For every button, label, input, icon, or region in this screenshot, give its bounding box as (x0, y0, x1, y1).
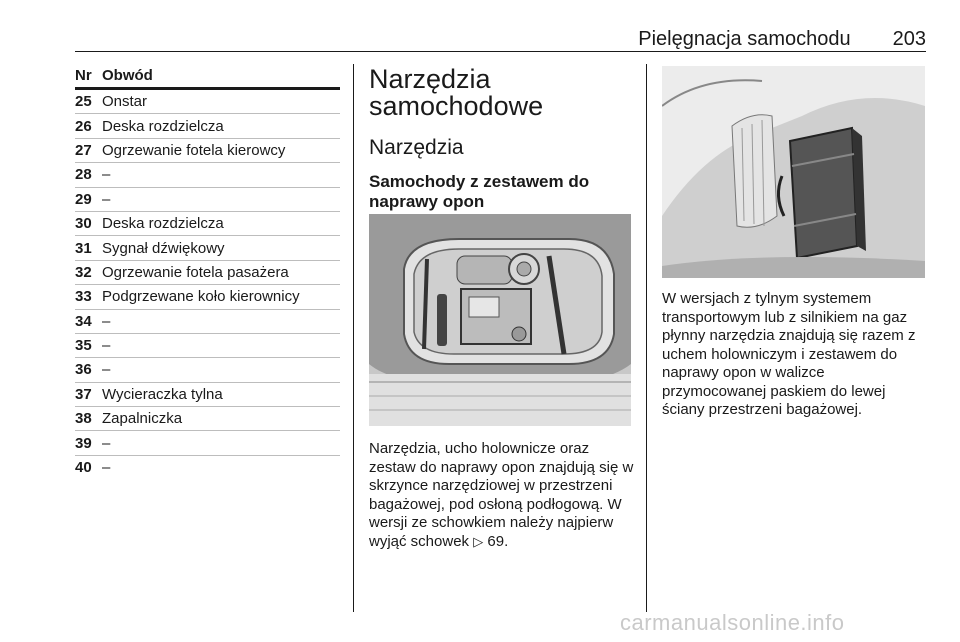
fuse-circuit: – (102, 459, 111, 477)
fuse-number: 40 (75, 459, 92, 477)
subheading (369, 172, 634, 212)
fuse-circuit: Ogrzewanie fotela pasażera (102, 263, 289, 281)
table-row (75, 212, 340, 236)
page-title: Pielęgnacja samochodu (638, 28, 851, 50)
fuse-circuit: Podgrzewane koło kierownicy (102, 288, 300, 306)
table-row (75, 431, 340, 455)
section-subtitle: Narzędzia (369, 136, 464, 159)
fuse-circuit: – (102, 312, 111, 330)
subheading-line2: naprawy opon (369, 192, 485, 211)
page-number: 203 (892, 28, 926, 50)
fuse-number: 35 (75, 337, 92, 355)
table-row (75, 456, 340, 479)
fuse-circuit: Zapalniczka (102, 410, 183, 428)
header-divider (75, 51, 926, 52)
fuse-circuit: Deska rozdzielcza (102, 215, 224, 233)
fuse-circuit: Sygnał dźwiękowy (102, 239, 225, 257)
toolbox-illustration (369, 214, 631, 426)
fuse-number: 31 (75, 239, 92, 257)
table-row (75, 163, 340, 187)
table-row (75, 261, 340, 285)
fuse-table (75, 65, 340, 479)
section-title-line2: samochodowe (369, 91, 544, 121)
section-column (369, 66, 634, 212)
table-row (75, 407, 340, 431)
watermark: carmanualsonline.info (620, 610, 845, 635)
fuse-number: 29 (75, 190, 92, 208)
table-row (75, 114, 340, 138)
table-row (75, 383, 340, 407)
column-divider-1 (353, 64, 354, 612)
fuse-circuit: – (102, 361, 111, 379)
page-header (75, 28, 926, 52)
table-header (75, 65, 340, 90)
subheading-line1: Samochody z zestawem do (369, 172, 590, 191)
paragraph-toolbox-text: Narzędzia, ucho holownicze oraz zestaw do naprawy opon znajdują się w skrzynce narzędziowej w przestrzeni bagażowej, pod osłoną podłogową. W wersji ze schowkiem należy najpierw wyjąć schowek (369, 440, 634, 550)
table-row (75, 310, 340, 334)
fuse-number: 39 (75, 434, 92, 452)
tool-case-illustration (662, 66, 925, 278)
fuse-number: 38 (75, 410, 92, 428)
fuse-circuit: – (102, 434, 111, 452)
fuse-number: 37 (75, 385, 92, 403)
fuse-circuit: Deska rozdzielcza (102, 117, 224, 135)
fuse-circuit: – (102, 166, 111, 184)
section-title-line1: Narzędzia (369, 64, 491, 94)
table-row (75, 90, 340, 114)
column-divider-2 (646, 64, 647, 612)
column-header-circuit: Obwód (102, 66, 153, 84)
fuse-number: 36 (75, 361, 92, 379)
reference-arrow-icon: ▷ (473, 533, 484, 549)
fuse-circuit: Wycieraczka tylna (102, 385, 223, 403)
fuse-number: 33 (75, 288, 92, 306)
page-reference[interactable]: 69. (487, 532, 509, 550)
fuse-circuit: – (102, 337, 111, 355)
fuse-circuit: – (102, 190, 111, 208)
section-title (369, 66, 634, 120)
fuse-number: 28 (75, 166, 92, 184)
fuse-number: 25 (75, 93, 92, 111)
table-row (75, 139, 340, 163)
fuse-number: 34 (75, 312, 92, 330)
table-row (75, 334, 340, 358)
column-header-nr: Nr (75, 66, 92, 84)
table-row (75, 358, 340, 382)
table-row (75, 285, 340, 309)
fuse-circuit: Onstar (102, 93, 148, 111)
fuse-number: 27 (75, 141, 92, 159)
fuse-number: 26 (75, 117, 92, 135)
table-row (75, 236, 340, 260)
fuse-number: 32 (75, 263, 92, 281)
fuse-circuit: Ogrzewanie fotela kierowcy (102, 141, 286, 159)
table-row (75, 188, 340, 212)
paragraph-toolbox (369, 440, 634, 551)
fuse-number: 30 (75, 215, 92, 233)
paragraph-tool-case: W wersjach z tylnym systemem transportowym lub z silnikiem na gaz płynny narzędzia znajdują się razem z uchem holowniczym i zestawem do naprawy opon w walizce przymocowanej paskiem do lewej ściany przestrzeni bagażowej. (662, 290, 916, 418)
